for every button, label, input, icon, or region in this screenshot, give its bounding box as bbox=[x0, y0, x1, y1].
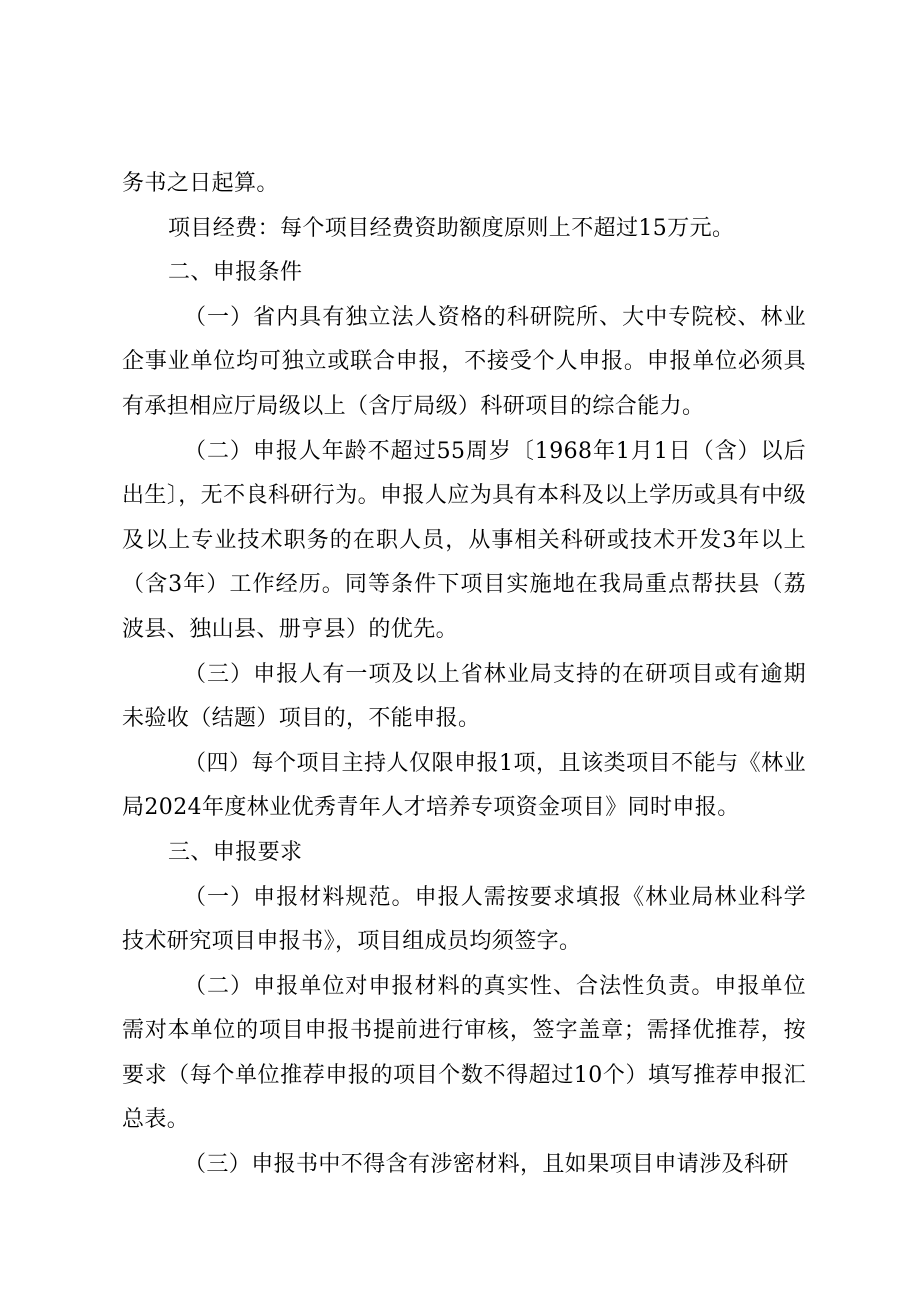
section-heading-application-conditions: 二、申报条件 bbox=[168, 260, 303, 286]
paragraph-project-funding: 项目经费：每个项目经费资助额度原则上不超过15万元。 bbox=[168, 215, 735, 241]
paragraph-condition-2: （二）申报人年龄不超过55周岁〔1968年1月1日（含）以后出生〕，无不良科研行为。申报人应为具有本科及以上学历或具有中级及以上专业技术职务的在职人员，从事相关科研或技术开发3年以上（含3年）工作经历。同等条件下项目实施地在我局重点帮扶县（荔波县、独山县、册亨县）的优先。 bbox=[122, 438, 806, 642]
paragraph-condition-3: （三）申报人有一项及以上省林业局支持的在研项目或有逾期未验收（结题）项目的，不能申报。 bbox=[122, 661, 806, 732]
paragraph-requirement-1: （一）申报材料规范。申报人需按要求填报《林业局林业科学技术研究项目申报书》，项目组成员均须签字。 bbox=[122, 884, 806, 955]
paragraph-condition-4: （四）每个项目主持人仅限申报1项，且该类项目不能与《林业局2024年度林业优秀青年人才培养专项资金项目》同时申报。 bbox=[122, 750, 806, 821]
document-body bbox=[122, 162, 806, 1188]
section-heading-application-requirements: 三、申报要求 bbox=[168, 839, 303, 865]
paragraph-requirement-3: （三）申报书中不得含有涉密材料，且如果项目申请涉及科研 bbox=[184, 1152, 789, 1178]
paragraph-continuation: 务书之日起算。 bbox=[122, 171, 279, 196]
paragraph-requirement-2: （二）申报单位对申报材料的真实性、合法性负责。申报单位需对本单位的项目申报书提前进行审核，签字盖章；需择优推荐，按要求（每个单位推荐申报的项目个数不得超过10个）填写推荐申报汇总表。 bbox=[122, 973, 806, 1133]
paragraph-condition-1: （一）省内具有独立法人资格的科研院所、大中专院校、林业企事业单位均可独立或联合申报，不接受个人申报。申报单位必须具有承担相应厅局级以上（含厅局级）科研项目的综合能力。 bbox=[122, 304, 806, 419]
